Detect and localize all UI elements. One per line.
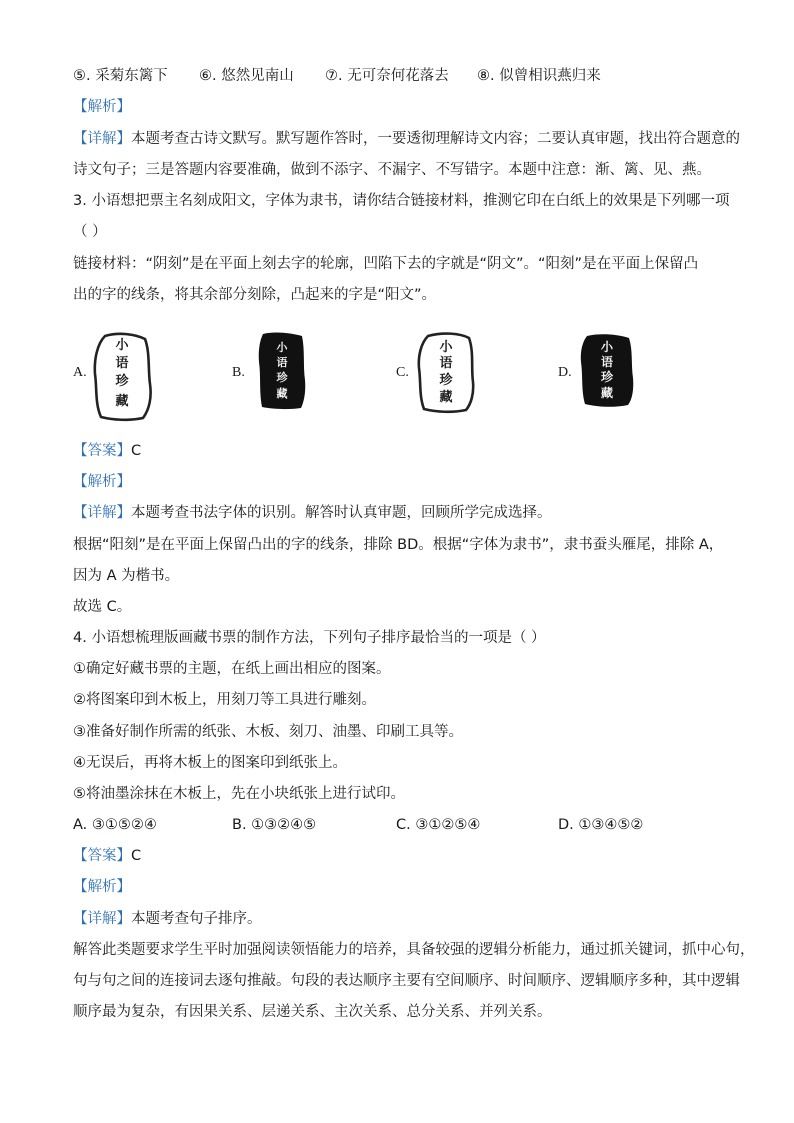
option-letter: A.	[73, 365, 87, 380]
q4-option-a: A. ③①⑤②④	[73, 817, 157, 833]
q3-option-c: C. 小 语 珍 藏	[396, 330, 496, 420]
q3-stem-line-1: 3. 小语想把票主名刻成阳文，字体为隶书，请你结合链接材料，推测它印在白纸上的效果是下列哪一项	[73, 193, 730, 209]
q3-stem-line-2: （ ）	[73, 224, 107, 240]
q3-analysis-tag: 【解析】	[73, 474, 131, 490]
q4-option-b: B. ①③②④⑤	[232, 817, 317, 833]
option-letter: C.	[396, 365, 409, 380]
q2-analysis-tag: 【解析】	[73, 99, 131, 115]
q4-item-4: ④无误后，再将木板上的图案印到纸张上。	[73, 755, 347, 771]
poem-option-6: ⑥. 悠然见南山	[199, 68, 294, 84]
q4-detail-line-4: 顺序最为复杂，有因果关系、层递关系、主次关系、总分关系、并列关系。	[73, 1004, 552, 1020]
q4-detail-line-1: 【详解】本题考查句子排序。	[73, 911, 262, 927]
q4-answer: 【答案】C	[73, 848, 142, 864]
q2-detail-line-2: 诗文句子；三是答题内容要准确，做到不添字、不漏字、不写错字。本题中注意：渐、篱、见、燕。	[73, 162, 711, 178]
poem-option-7: ⑦. 无可奈何花落去	[325, 68, 449, 84]
q3-option-a: A. 小 语 珍 藏	[73, 330, 173, 420]
q2-detail-line-1: 【详解】本题考查古诗文默写。默写题作答时，一要透彻理解诗文内容；二要认真审题，找出符合题意的	[73, 131, 740, 147]
q4-detail-line-2: 解答此类题要求学生平时加强阅读领悟能力的培养，具备较强的逻辑分析能力，通过抓关键词，抓中心句，	[73, 942, 755, 958]
q4-item-3: ③准备好制作所需的纸张、木板、刻刀、油墨、印刷工具等。	[73, 724, 463, 740]
q4-option-c: C. ③①②⑤④	[396, 817, 481, 833]
q3-detail-line-3: 因为 A 为楷书。	[73, 568, 180, 584]
q3-conclusion: 故选 C。	[73, 599, 132, 615]
q3-option-b: B. 小 语 珍 藏	[232, 330, 332, 420]
q4-item-2: ②将图案印到木板上，用刻刀等工具进行雕刻。	[73, 692, 376, 708]
q3-detail-line-1: 【详解】本题考查书法字体的识别。解答时认真审题，回顾所学完成选择。	[73, 505, 552, 521]
option-letter: B.	[232, 365, 245, 380]
q3-detail-line-2: 根据“阳刻”是在平面上保留凸出的字的线条，排除 BD。根据“字体为隶书”，隶书蚕头雁尾，排除 A，	[73, 537, 724, 553]
q3-option-d: D. 小 语 珍 藏	[558, 330, 658, 420]
poem-option-8: ⑧. 似曾相识燕归来	[477, 68, 601, 84]
poem-option-5: ⑤. 采菊东篱下	[73, 68, 168, 84]
q3-answer: 【答案】C	[73, 443, 142, 459]
q4-stem: 4. 小语想梳理版画藏书票的制作方法，下列句子排序最恰当的一项是（ ）	[73, 630, 546, 646]
q4-item-5: ⑤将油墨涂抹在木板上，先在小块纸张上进行试印。	[73, 786, 405, 802]
q4-detail-line-3: 句与句之间的连接词去逐句推敲。句段的表达顺序主要有空间顺序、时间顺序、逻辑顺序多种，其中逻辑	[73, 973, 740, 989]
q3-material-line-1: 链接材料：“阴刻”是在平面上刻去字的轮廓，凹陷下去的字就是“阴文”。“阳刻”是在平面上保留凸	[73, 256, 699, 272]
q4-item-1: ①确定好藏书票的主题，在纸上画出相应的图案。	[73, 661, 391, 677]
q4-option-d: D. ①③④⑤②	[558, 817, 644, 833]
option-letter: D.	[558, 365, 572, 380]
q4-analysis-tag: 【解析】	[73, 879, 131, 895]
q3-material-line-2: 出的字的线条，将其余部分刻除，凸起来的字是“阳文”。	[73, 287, 437, 303]
